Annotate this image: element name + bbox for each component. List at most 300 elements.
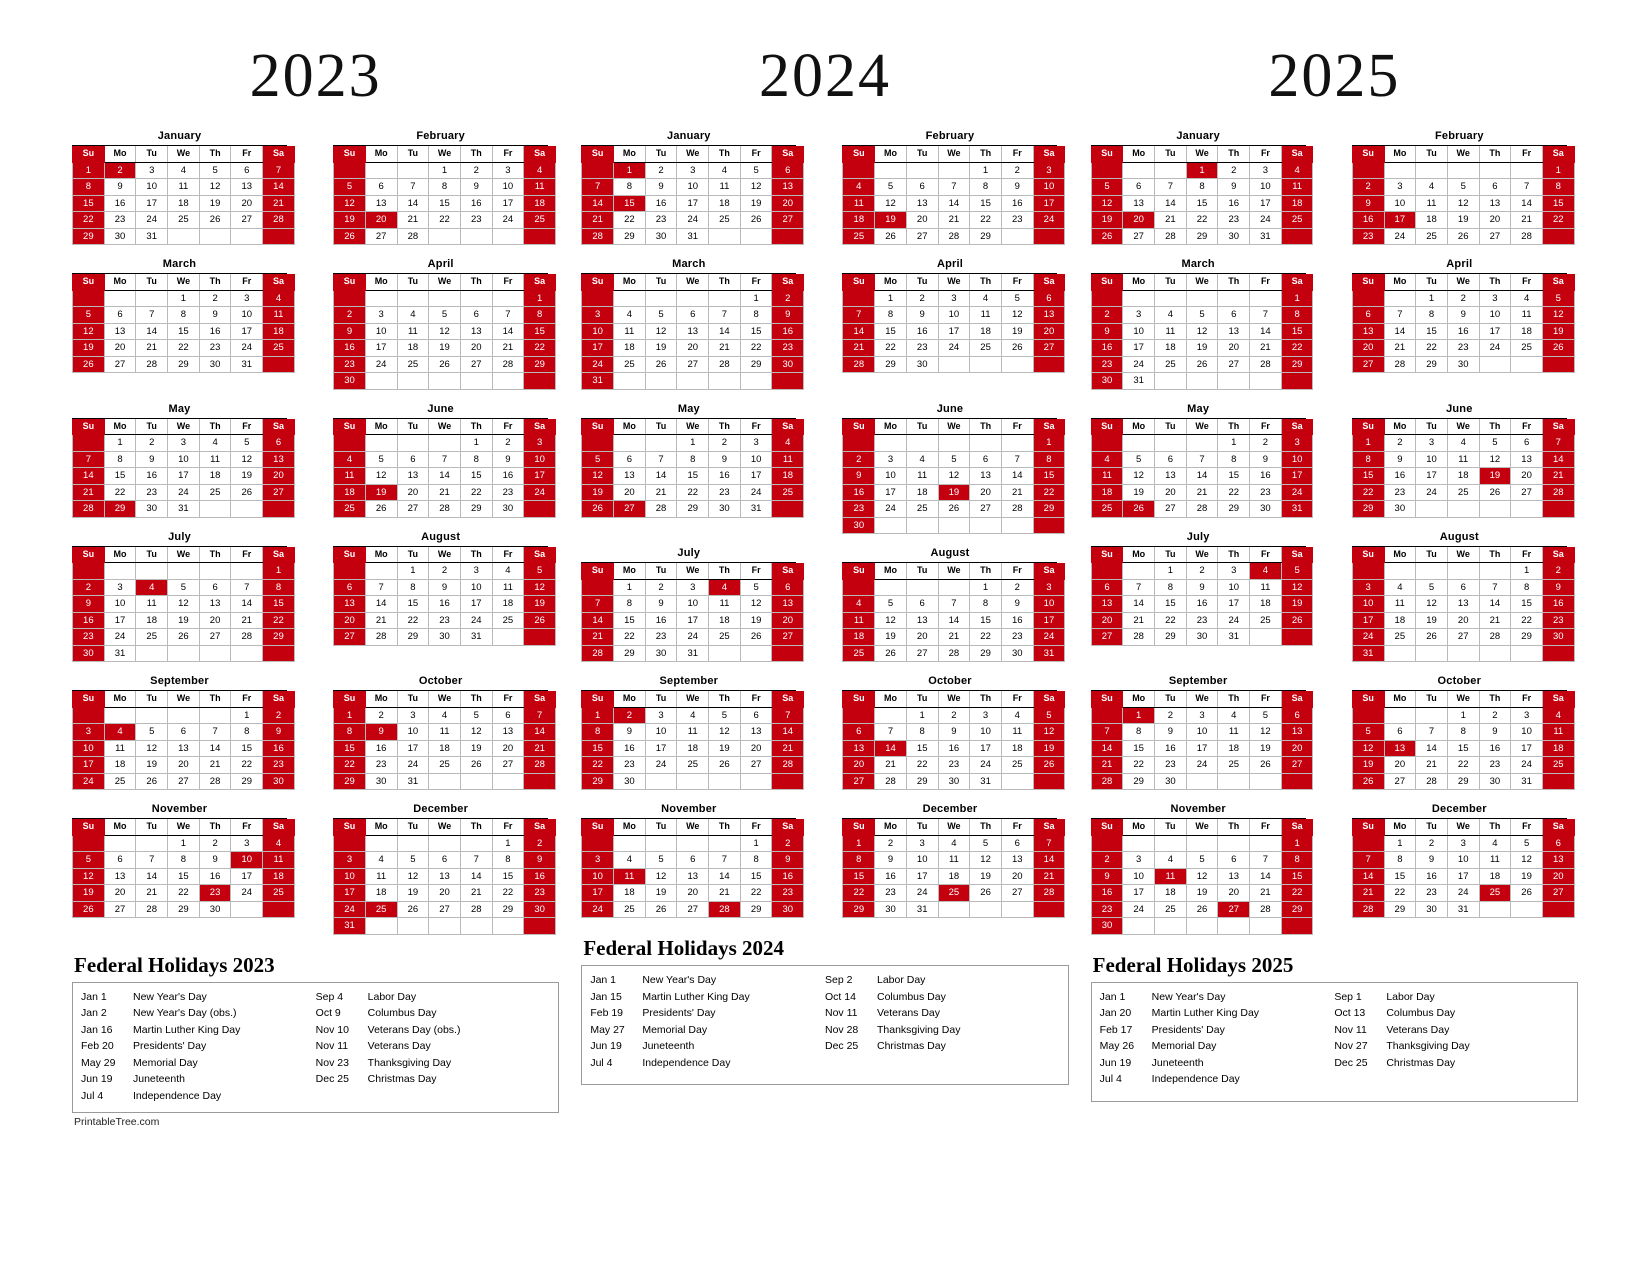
day-cell: 3 bbox=[231, 835, 263, 852]
week-row bbox=[1352, 707, 1574, 724]
day-cell: 10 bbox=[104, 596, 136, 613]
weekday-header-mo: Mo bbox=[875, 419, 907, 435]
day-cell-holiday: 27 bbox=[614, 501, 646, 518]
day-cell: 29 bbox=[1123, 773, 1155, 790]
day-cell: 23 bbox=[263, 757, 295, 774]
day-cell: 21 bbox=[1250, 340, 1282, 357]
day-cell-empty bbox=[1542, 356, 1574, 373]
day-cell-empty bbox=[1447, 162, 1479, 179]
week-row bbox=[1352, 868, 1574, 885]
holiday-name: Thanksgiving Day bbox=[1386, 1040, 1470, 1052]
month-block bbox=[1352, 129, 1567, 245]
day-cell: 9 bbox=[104, 179, 136, 196]
day-cell: 15 bbox=[104, 468, 136, 485]
day-cell-empty bbox=[429, 290, 461, 307]
day-cell-empty bbox=[199, 228, 231, 245]
day-cell: 17 bbox=[1352, 612, 1384, 629]
holiday-name: Columbus Day bbox=[1386, 1007, 1456, 1019]
holiday-date: Sep 1 bbox=[1334, 990, 1362, 1003]
weekday-header-fr: Fr bbox=[1511, 146, 1543, 162]
day-cell: 13 bbox=[199, 596, 231, 613]
day-cell: 28 bbox=[136, 356, 168, 373]
day-cell: 5 bbox=[460, 707, 492, 724]
weekday-header-su: Su bbox=[1352, 547, 1384, 563]
day-cell: 5 bbox=[231, 435, 263, 452]
day-cell: 30 bbox=[334, 373, 366, 390]
day-cell: 17 bbox=[231, 868, 263, 885]
day-cell-empty bbox=[1001, 901, 1033, 918]
day-cell: 24 bbox=[938, 340, 970, 357]
day-cell: 16 bbox=[263, 740, 295, 757]
day-cell-empty bbox=[334, 162, 366, 179]
week-row bbox=[1352, 484, 1574, 501]
day-cell: 11 bbox=[1218, 724, 1250, 741]
day-cell: 10 bbox=[73, 740, 105, 757]
day-cell: 16 bbox=[645, 195, 677, 212]
weekday-header-th: Th bbox=[1218, 691, 1250, 707]
day-cell-empty bbox=[1250, 290, 1282, 307]
holidays-column-right bbox=[316, 989, 551, 1105]
week-row bbox=[1091, 707, 1313, 724]
day-cell-holiday: 13 bbox=[1384, 740, 1416, 757]
weekday-header-th: Th bbox=[1218, 419, 1250, 435]
month-name: September bbox=[72, 674, 287, 691]
day-cell-holiday: 29 bbox=[104, 501, 136, 518]
week-row bbox=[334, 179, 556, 196]
weekday-header-mo: Mo bbox=[1384, 274, 1416, 290]
holiday-date: Sep 4 bbox=[315, 990, 344, 1003]
weekday-header-we: We bbox=[429, 146, 461, 162]
month-name: December bbox=[333, 802, 548, 819]
day-cell: 9 bbox=[73, 596, 105, 613]
month-table bbox=[1091, 547, 1314, 646]
day-cell: 6 bbox=[1281, 707, 1313, 724]
day-cell-empty bbox=[1091, 435, 1123, 452]
day-cell: 12 bbox=[1186, 868, 1218, 885]
day-cell-empty bbox=[460, 373, 492, 390]
month-table bbox=[1091, 146, 1314, 245]
weekday-header-sa: Sa bbox=[524, 419, 556, 435]
day-cell: 13 bbox=[614, 468, 646, 485]
week-row bbox=[1352, 835, 1574, 852]
day-cell-empty bbox=[709, 228, 741, 245]
day-cell: 16 bbox=[772, 868, 804, 885]
day-cell: 12 bbox=[1511, 852, 1543, 869]
day-cell: 27 bbox=[906, 228, 938, 245]
day-cell: 14 bbox=[429, 468, 461, 485]
month-name: May bbox=[1091, 402, 1306, 419]
weekday-header-we: We bbox=[938, 563, 970, 579]
day-cell: 27 bbox=[1281, 757, 1313, 774]
day-cell: 20 bbox=[104, 885, 136, 902]
weekday-header-fr: Fr bbox=[740, 274, 772, 290]
weekday-header-tu: Tu bbox=[1155, 691, 1187, 707]
day-cell: 31 bbox=[1281, 501, 1313, 518]
weekday-header-we: We bbox=[938, 819, 970, 835]
week-row bbox=[843, 596, 1065, 613]
day-cell: 17 bbox=[1186, 740, 1218, 757]
day-cell: 28 bbox=[1511, 228, 1543, 245]
week-row bbox=[1352, 340, 1574, 357]
day-cell: 15 bbox=[875, 323, 907, 340]
day-cell: 4 bbox=[906, 451, 938, 468]
day-cell: 17 bbox=[334, 885, 366, 902]
day-cell: 2 bbox=[1250, 435, 1282, 452]
day-cell: 12 bbox=[1447, 195, 1479, 212]
day-cell: 6 bbox=[1384, 724, 1416, 741]
day-cell: 11 bbox=[492, 579, 524, 596]
day-cell: 24 bbox=[104, 629, 136, 646]
day-cell: 8 bbox=[614, 596, 646, 613]
weekday-header-fr: Fr bbox=[740, 691, 772, 707]
weekday-header-sa: Sa bbox=[1542, 419, 1574, 435]
day-cell: 26 bbox=[938, 501, 970, 518]
weekday-header-fr: Fr bbox=[1250, 274, 1282, 290]
day-cell: 2 bbox=[1447, 290, 1479, 307]
day-cell: 15 bbox=[1447, 740, 1479, 757]
week-row bbox=[1352, 307, 1574, 324]
day-cell: 8 bbox=[740, 307, 772, 324]
day-cell: 8 bbox=[1281, 307, 1313, 324]
holiday-row bbox=[825, 1005, 1060, 1022]
day-cell-empty bbox=[1511, 901, 1543, 918]
day-cell: 25 bbox=[1416, 228, 1448, 245]
weekday-header-we: We bbox=[1186, 419, 1218, 435]
day-cell: 7 bbox=[1186, 451, 1218, 468]
day-cell: 7 bbox=[1123, 579, 1155, 596]
day-cell: 14 bbox=[460, 868, 492, 885]
weekday-header-tu: Tu bbox=[1155, 819, 1187, 835]
holiday-name: New Year's Day bbox=[642, 974, 717, 986]
day-cell: 3 bbox=[970, 707, 1002, 724]
day-cell: 10 bbox=[1416, 451, 1448, 468]
day-cell: 5 bbox=[740, 579, 772, 596]
day-cell: 20 bbox=[843, 757, 875, 774]
day-cell: 6 bbox=[970, 451, 1002, 468]
day-cell: 31 bbox=[334, 918, 366, 935]
day-cell: 8 bbox=[231, 724, 263, 741]
day-cell: 26 bbox=[1479, 484, 1511, 501]
day-cell: 18 bbox=[772, 468, 804, 485]
holiday-row bbox=[316, 1055, 551, 1072]
day-cell-empty bbox=[1416, 707, 1448, 724]
holiday-date: Jul 4 bbox=[81, 1089, 104, 1102]
day-cell: 26 bbox=[1033, 757, 1065, 774]
month-block bbox=[333, 129, 548, 245]
day-cell: 9 bbox=[460, 179, 492, 196]
holiday-row bbox=[81, 989, 316, 1006]
month-table bbox=[72, 819, 295, 918]
week-row bbox=[73, 307, 295, 324]
day-cell: 12 bbox=[73, 868, 105, 885]
day-cell: 26 bbox=[1091, 228, 1123, 245]
day-cell: 6 bbox=[843, 724, 875, 741]
day-cell: 29 bbox=[843, 901, 875, 918]
month-block bbox=[72, 257, 287, 390]
day-cell: 26 bbox=[1447, 228, 1479, 245]
day-cell: 26 bbox=[740, 629, 772, 646]
day-cell: 27 bbox=[460, 356, 492, 373]
day-cell: 11 bbox=[709, 596, 741, 613]
week-row bbox=[582, 835, 804, 852]
day-cell: 20 bbox=[1281, 740, 1313, 757]
day-cell: 28 bbox=[524, 757, 556, 774]
day-cell: 24 bbox=[1281, 484, 1313, 501]
week-row bbox=[73, 484, 295, 501]
holidays-title: Federal Holidays 2023 bbox=[74, 952, 275, 977]
day-cell: 2 bbox=[429, 563, 461, 580]
day-cell: 24 bbox=[397, 757, 429, 774]
weekday-header-su: Su bbox=[1091, 146, 1123, 162]
day-cell: 18 bbox=[1511, 323, 1543, 340]
day-cell: 17 bbox=[492, 195, 524, 212]
holiday-row bbox=[1334, 1038, 1569, 1055]
day-cell: 18 bbox=[1155, 885, 1187, 902]
day-cell: 15 bbox=[614, 612, 646, 629]
weekday-header-su: Su bbox=[334, 419, 366, 435]
weekday-header-sa: Sa bbox=[524, 547, 556, 563]
week-row bbox=[1352, 579, 1574, 596]
day-cell: 22 bbox=[231, 757, 263, 774]
week-row bbox=[843, 579, 1065, 596]
day-cell: 26 bbox=[1186, 901, 1218, 918]
weekday-header-su: Su bbox=[843, 146, 875, 162]
day-cell: 8 bbox=[334, 724, 366, 741]
day-cell: 26 bbox=[875, 228, 907, 245]
day-cell: 15 bbox=[582, 740, 614, 757]
weekday-header-sa: Sa bbox=[1542, 146, 1574, 162]
day-cell: 2 bbox=[460, 162, 492, 179]
day-cell: 10 bbox=[1123, 323, 1155, 340]
day-cell: 8 bbox=[843, 852, 875, 869]
day-cell: 22 bbox=[970, 629, 1002, 646]
day-cell: 4 bbox=[614, 307, 646, 324]
day-cell-empty bbox=[938, 356, 970, 373]
weekday-header-mo: Mo bbox=[1384, 547, 1416, 563]
day-cell: 19 bbox=[1250, 740, 1282, 757]
day-cell: 26 bbox=[524, 612, 556, 629]
day-cell: 12 bbox=[460, 724, 492, 741]
day-cell: 19 bbox=[1123, 484, 1155, 501]
day-cell: 29 bbox=[168, 356, 200, 373]
day-cell: 8 bbox=[1281, 852, 1313, 869]
weekday-header-we: We bbox=[1447, 419, 1479, 435]
day-cell: 14 bbox=[1479, 596, 1511, 613]
weekday-header-sa: Sa bbox=[772, 691, 804, 707]
day-cell-empty bbox=[645, 835, 677, 852]
day-cell: 1 bbox=[429, 162, 461, 179]
day-cell-empty bbox=[1218, 290, 1250, 307]
weekday-header-sa: Sa bbox=[772, 819, 804, 835]
day-cell: 8 bbox=[906, 724, 938, 741]
day-cell: 31 bbox=[104, 645, 136, 662]
day-cell: 21 bbox=[136, 340, 168, 357]
day-cell: 20 bbox=[906, 212, 938, 229]
day-cell: 20 bbox=[1479, 212, 1511, 229]
week-row bbox=[334, 612, 556, 629]
day-cell-empty bbox=[906, 162, 938, 179]
day-cell: 3 bbox=[1250, 162, 1282, 179]
day-cell: 5 bbox=[1186, 852, 1218, 869]
day-cell: 16 bbox=[1416, 868, 1448, 885]
day-cell: 13 bbox=[772, 179, 804, 196]
day-cell-empty bbox=[429, 373, 461, 390]
week-row bbox=[582, 740, 804, 757]
day-cell-empty bbox=[73, 563, 105, 580]
month-table bbox=[842, 691, 1065, 790]
day-cell: 11 bbox=[906, 468, 938, 485]
week-row bbox=[334, 629, 556, 646]
week-row bbox=[334, 451, 556, 468]
day-cell: 24 bbox=[1511, 757, 1543, 774]
weekday-header-mo: Mo bbox=[614, 691, 646, 707]
year-title: 2024 bbox=[758, 42, 891, 110]
month-block bbox=[581, 546, 796, 662]
day-cell: 13 bbox=[1542, 852, 1574, 869]
day-cell: 14 bbox=[1250, 868, 1282, 885]
month-table bbox=[1352, 691, 1575, 790]
day-cell: 28 bbox=[136, 901, 168, 918]
weekday-header-sa: Sa bbox=[1033, 419, 1065, 435]
holiday-row bbox=[316, 1038, 551, 1055]
day-cell: 5 bbox=[73, 852, 105, 869]
day-cell: 9 bbox=[1091, 868, 1123, 885]
day-cell: 14 bbox=[1511, 195, 1543, 212]
day-cell: 2 bbox=[1384, 435, 1416, 452]
day-cell: 10 bbox=[1511, 724, 1543, 741]
day-cell: 27 bbox=[231, 212, 263, 229]
day-cell: 24 bbox=[460, 612, 492, 629]
day-cell: 11 bbox=[614, 323, 646, 340]
day-cell: 11 bbox=[1155, 323, 1187, 340]
day-cell: 29 bbox=[1186, 228, 1218, 245]
day-cell: 22 bbox=[73, 212, 105, 229]
day-cell: 31 bbox=[397, 773, 429, 790]
day-cell-empty bbox=[365, 435, 397, 452]
day-cell: 20 bbox=[772, 195, 804, 212]
holiday-name: Presidents' Day bbox=[1151, 1023, 1225, 1036]
month-table bbox=[581, 691, 804, 790]
day-cell: 7 bbox=[582, 596, 614, 613]
day-cell: 31 bbox=[906, 901, 938, 918]
weekday-header-th: Th bbox=[1479, 274, 1511, 290]
day-cell: 28 bbox=[1155, 228, 1187, 245]
week-row bbox=[582, 290, 804, 307]
month-block bbox=[72, 129, 287, 245]
day-cell: 25 bbox=[397, 356, 429, 373]
weekday-header-tu: Tu bbox=[906, 691, 938, 707]
day-cell: 2 bbox=[906, 290, 938, 307]
day-cell: 10 bbox=[1250, 179, 1282, 196]
day-cell: 3 bbox=[1033, 579, 1065, 596]
day-cell: 2 bbox=[1416, 835, 1448, 852]
day-cell: 17 bbox=[365, 340, 397, 357]
day-cell: 24 bbox=[1033, 629, 1065, 646]
week-row bbox=[843, 835, 1065, 852]
holidays-column-left bbox=[590, 972, 825, 1076]
day-cell: 21 bbox=[709, 885, 741, 902]
day-cell: 12 bbox=[1033, 724, 1065, 741]
day-cell: 17 bbox=[104, 612, 136, 629]
weekday-header-sa: Sa bbox=[263, 146, 295, 162]
month-name: November bbox=[72, 802, 287, 819]
day-cell: 30 bbox=[1091, 918, 1123, 935]
day-cell: 14 bbox=[1123, 596, 1155, 613]
day-cell-empty bbox=[365, 563, 397, 580]
day-cell: 15 bbox=[334, 740, 366, 757]
day-cell: 28 bbox=[645, 501, 677, 518]
week-row bbox=[1352, 451, 1574, 468]
day-cell-holiday: 14 bbox=[875, 740, 907, 757]
day-cell: 20 bbox=[740, 740, 772, 757]
weekday-header-su: Su bbox=[334, 274, 366, 290]
day-cell: 17 bbox=[582, 340, 614, 357]
weekday-header-mo: Mo bbox=[1123, 547, 1155, 563]
day-cell: 24 bbox=[1218, 612, 1250, 629]
day-cell-empty bbox=[677, 373, 709, 390]
week-row bbox=[1091, 612, 1313, 629]
day-cell: 14 bbox=[645, 468, 677, 485]
day-cell-empty bbox=[1384, 162, 1416, 179]
weekday-header-tu: Tu bbox=[397, 419, 429, 435]
holidays-title: Federal Holidays 2024 bbox=[583, 936, 784, 960]
week-row bbox=[73, 740, 295, 757]
day-cell-empty bbox=[1091, 290, 1123, 307]
weekday-header-su: Su bbox=[1091, 547, 1123, 563]
day-cell-holiday: 19 bbox=[1479, 468, 1511, 485]
day-cell: 29 bbox=[1447, 773, 1479, 790]
weekday-header-fr: Fr bbox=[1250, 419, 1282, 435]
day-cell: 25 bbox=[1447, 484, 1479, 501]
day-cell: 27 bbox=[1447, 629, 1479, 646]
weekday-header-tu: Tu bbox=[136, 691, 168, 707]
day-cell: 6 bbox=[772, 579, 804, 596]
day-cell: 25 bbox=[524, 212, 556, 229]
week-row bbox=[73, 629, 295, 646]
day-cell: 17 bbox=[1250, 195, 1282, 212]
day-cell: 29 bbox=[970, 645, 1002, 662]
day-cell: 27 bbox=[334, 629, 366, 646]
day-cell: 8 bbox=[168, 852, 200, 869]
holidays-column-left bbox=[1100, 989, 1335, 1093]
day-cell: 28 bbox=[1186, 501, 1218, 518]
month-name: January bbox=[1091, 129, 1306, 146]
day-cell-empty bbox=[231, 228, 263, 245]
day-cell: 15 bbox=[1416, 323, 1448, 340]
weekday-header-sa: Sa bbox=[1033, 819, 1065, 835]
day-cell: 19 bbox=[1352, 757, 1384, 774]
week-row bbox=[582, 228, 804, 245]
day-cell: 4 bbox=[709, 162, 741, 179]
day-cell: 16 bbox=[1155, 740, 1187, 757]
day-cell: 7 bbox=[231, 579, 263, 596]
day-cell-empty bbox=[1033, 773, 1065, 790]
day-cell-empty bbox=[677, 290, 709, 307]
day-cell: 6 bbox=[1542, 835, 1574, 852]
day-cell: 12 bbox=[429, 323, 461, 340]
holiday-name: Juneteenth bbox=[1151, 1056, 1204, 1069]
day-cell: 1 bbox=[614, 579, 646, 596]
day-cell-empty bbox=[199, 707, 231, 724]
day-cell-empty bbox=[1033, 228, 1065, 245]
day-cell: 20 bbox=[492, 740, 524, 757]
weekday-header-th: Th bbox=[709, 146, 741, 162]
day-cell: 16 bbox=[772, 323, 804, 340]
day-cell: 28 bbox=[582, 645, 614, 662]
day-cell-empty bbox=[875, 435, 907, 452]
weekday-header-fr: Fr bbox=[1250, 547, 1282, 563]
day-cell: 26 bbox=[136, 773, 168, 790]
